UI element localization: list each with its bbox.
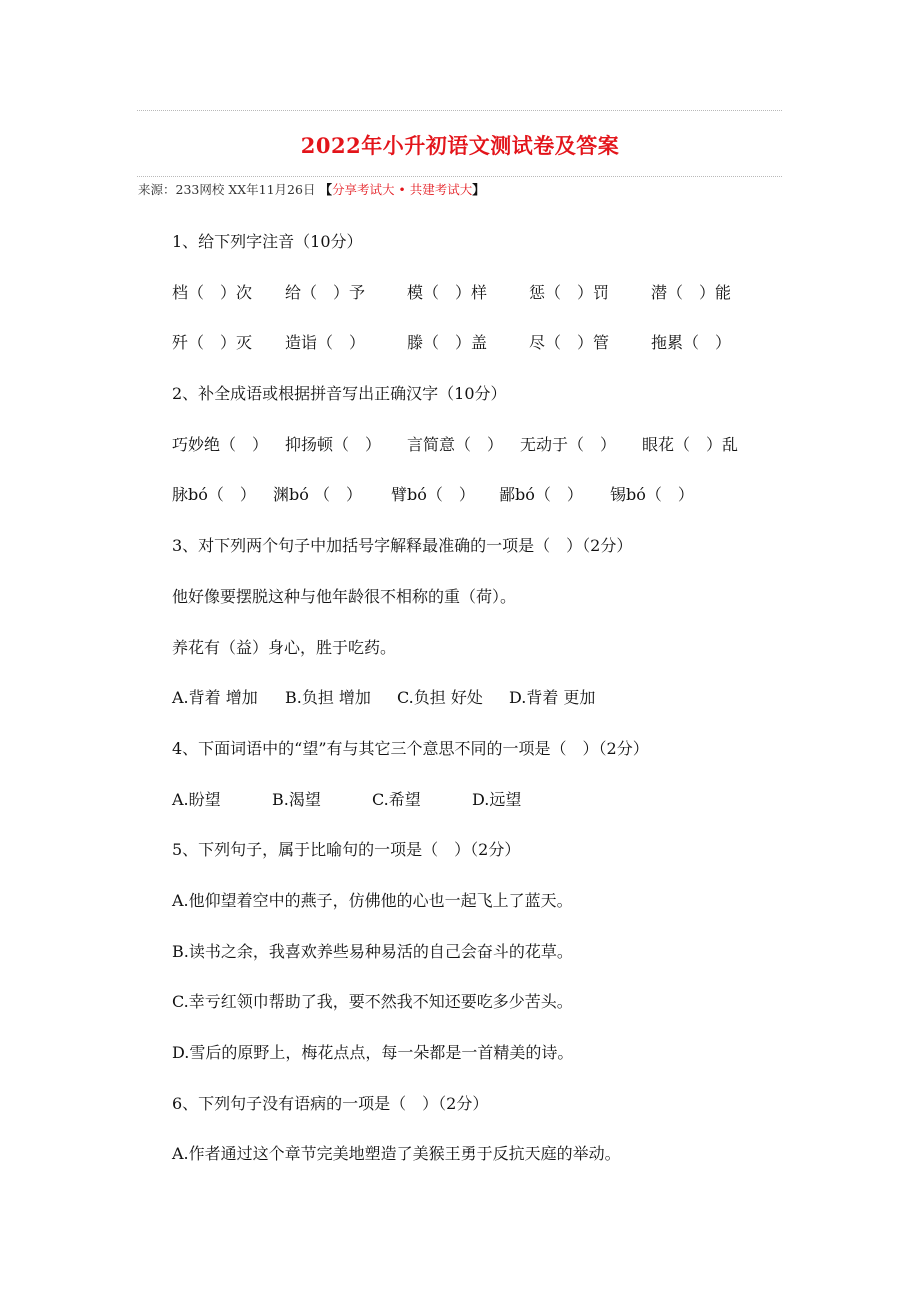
text-line: 2、补全成语或根据拼音写出正确汉字（10分） [172, 384, 507, 404]
text-line: C.幸亏红领巾帮助了我，要不然我不知还要吃多少苦头。 [172, 992, 573, 1012]
text-line: 4、下面词语中的“望”有与其它三个意思不同的一项是（ ）（2分） [172, 738, 649, 758]
option-cell: 给（ ）予 [285, 282, 366, 302]
option-cell: 滕（ ）盖 [407, 333, 488, 353]
option-cell: 巧妙绝（ ） [172, 434, 269, 454]
source-line [138, 180, 485, 198]
top-divider [137, 110, 782, 111]
option-row [172, 433, 792, 484]
option-cell: 模（ ）样 [407, 282, 488, 302]
option-cell: 鄙bó（ ） [499, 485, 583, 505]
option-cell: 造诣（ ） [285, 333, 366, 353]
option-cell: 惩（ ）罚 [529, 282, 610, 302]
option-cell: 臂bó（ ） [391, 485, 475, 505]
option-cell: 眼花（ ）乱 [642, 434, 739, 454]
option-row [172, 686, 792, 737]
option-row [172, 331, 792, 382]
title-divider [137, 176, 782, 177]
option-cell: C.负担 好处 [397, 688, 483, 708]
option-cell: B.渴望 [272, 789, 321, 809]
option-row [172, 483, 792, 534]
text-line: B.读书之余，我喜欢养些易种易活的自己会奋斗的花草。 [172, 941, 573, 961]
option-cell: 渊bó （ ） [273, 485, 362, 505]
text-line: 5、下列句子，属于比喻句的一项是（ ）（2分） [172, 840, 521, 860]
option-cell: 无动于（ ） [520, 434, 617, 454]
option-cell: 拖累（ ） [651, 333, 732, 353]
option-cell: A.背着 增加 [172, 688, 258, 708]
option-cell: 歼（ ）灭 [172, 333, 253, 353]
text-line: D.雪后的原野上，梅花点点，每一朵都是一首精美的诗。 [172, 1043, 574, 1062]
option-cell: A.盼望 [172, 789, 221, 809]
page-title: 2022年小升初语文测试卷及答案 [300, 133, 620, 158]
promo-link[interactable]: 分享考试大 • 共建考试大 [331, 182, 473, 197]
text-line: 他好像要摆脱这种与他年龄很不相称的重（荷）。 [172, 586, 517, 606]
text-line: 6、下列句子没有语病的一项是（ ）（2分） [172, 1093, 489, 1113]
source-text: 来源：233网校 XX年11月26日 [138, 182, 316, 197]
text-line: 养花有（益）身心，胜于吃药。 [172, 637, 397, 657]
text-line: 1、给下列字注音（10分） [172, 232, 363, 251]
option-cell: 锡bó（ ） [610, 485, 694, 505]
option-cell: 脉bó（ ） [172, 485, 256, 505]
option-cell: B.负担 增加 [285, 688, 371, 708]
text-line: 3、对下列两个句子中加括号字解释最准确的一项是（ ）（2分） [172, 536, 633, 556]
option-cell: 言简意（ ） [407, 434, 504, 454]
promo-open-bracket: 【 [319, 182, 332, 197]
option-cell: D.背着 更加 [509, 688, 596, 708]
option-cell: 抑扬顿（ ） [285, 434, 382, 454]
option-cell: D.远望 [472, 789, 522, 809]
exam-content [172, 230, 792, 1193]
option-cell: 尽（ ）管 [529, 333, 610, 353]
option-row [172, 281, 792, 332]
option-cell: C.希望 [372, 789, 421, 809]
option-row [172, 788, 792, 839]
promo-close-bracket: 】 [472, 182, 485, 197]
option-cell: 潜（ ）能 [651, 282, 732, 302]
text-line: A.他仰望着空中的燕子，仿佛他的心也一起飞上了蓝天。 [172, 890, 573, 910]
text-line: A.作者通过这个章节完美地塑造了美猴王勇于反抗天庭的举动。 [172, 1144, 621, 1164]
option-cell: 档（ ）次 [172, 282, 253, 302]
